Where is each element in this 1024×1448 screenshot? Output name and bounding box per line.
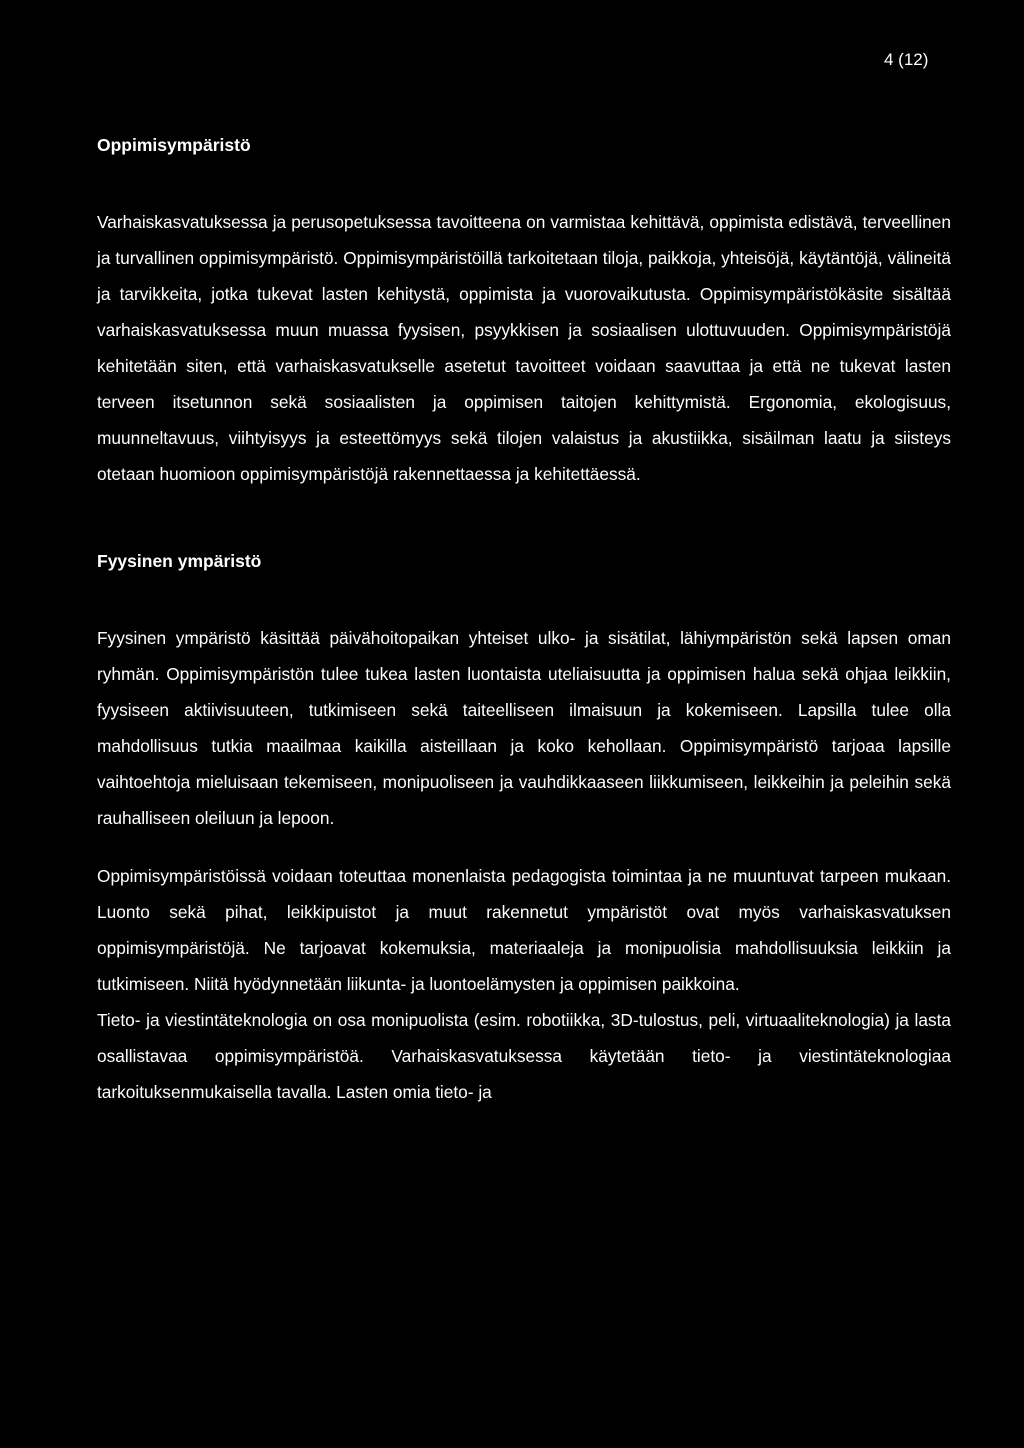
section-heading-fyysinen-ymparisto: Fyysinen ympäristö — [97, 551, 262, 571]
paragraph-fyysinen-2: Oppimisympäristöissä voidaan toteuttaa monenlaista pedagogista toimintaa ja ne muuntuvat tarpeen mukaan. Luonto sekä pihat, leikkipuistot ja muut rakennetut ympäristöt ovat myös varhaiskasvatuksen oppimisympäristöjä. Ne tarjoavat kokemuksia, materiaaleja ja monipuolisia mahdollisuuksia leikkiin ja tutkimiseen. Niitä hyödynnetään liikunta- ja luontoelämysten ja oppimisen paikkoina. — [97, 866, 951, 994]
paragraph-fyysinen-3: Tieto- ja viestintäteknologia on osa monipuolista (esim. robotiikka, 3D-tulostus, peli, virtuaaliteknologia) ja lasta osallistavaa oppimisympäristöä. Varhaiskasvatuksessa käytetään tieto- ja viestintäteknologiaa tarkoituksenmukaisella tavalla. Lasten omia tieto- ja — [97, 1010, 951, 1102]
section-heading-oppimisymparisto: Oppimisympäristö — [97, 135, 251, 155]
page-number: 4 (12) — [884, 50, 929, 69]
paragraph-oppimisymparisto: Varhaiskasvatuksessa ja perusopetuksessa tavoitteena on varmistaa kehittävä, oppimista edistävä, terveellinen ja turvallinen oppimisympäristö. Oppimisympäristöillä tarkoitetaan tiloja, paikkoja, yhteisöjä, käytäntöjä, välineitä ja tarvikkeita, jotka tukevat lasten kehitystä, oppimista ja vuorovaikutusta. Oppimisympäristökäsite sisältää varhaiskasvatuksessa muun muassa fyysisen, psyykkisen ja sosiaalisen ulottuvuuden. Oppimisympäristöjä kehitetään siten, että varhaiskasvatukselle asetetut tavoitteet voidaan saavuttaa ja että ne tukevat lasten terveen itsetunnon sekä sosiaalisten ja oppimisen taitojen kehittymistä. Ergonomia, ekologisuus, muunneltavuus, viihtyisyys ja esteettömyys sekä tilojen valaistus ja akustiikka, sisäilman laatu ja siisteys otetaan huomioon oppimisympäristöjä rakennettaessa ja kehitettäessä. — [97, 212, 951, 484]
paragraph-fyysinen-1: Fyysinen ympäristö käsittää päivähoitopaikan yhteiset ulko- ja sisätilat, lähiympäristön sekä lapsen oman ryhmän. Oppimisympäristön tulee tukea lasten luontaista uteliaisuutta ja oppimisen halua sekä ohjaa leikkiin, fyysiseen aktiivisuuteen, tutkimiseen sekä taiteelliseen ilmaisuun ja kokemiseen. Lapsilla tulee olla mahdollisuus tutkia maailmaa kaikilla aisteillaan ja koko kehollaan. Oppimisympäristö tarjoaa lapsille vaihtoehtoja mieluisaan tekemiseen, monipuoliseen ja vauhdikkaaseen liikkumiseen, leikkeihin ja peleihin sekä rauhalliseen oleiluun ja lepoon. — [97, 628, 951, 828]
document-body — [97, 134, 951, 1110]
